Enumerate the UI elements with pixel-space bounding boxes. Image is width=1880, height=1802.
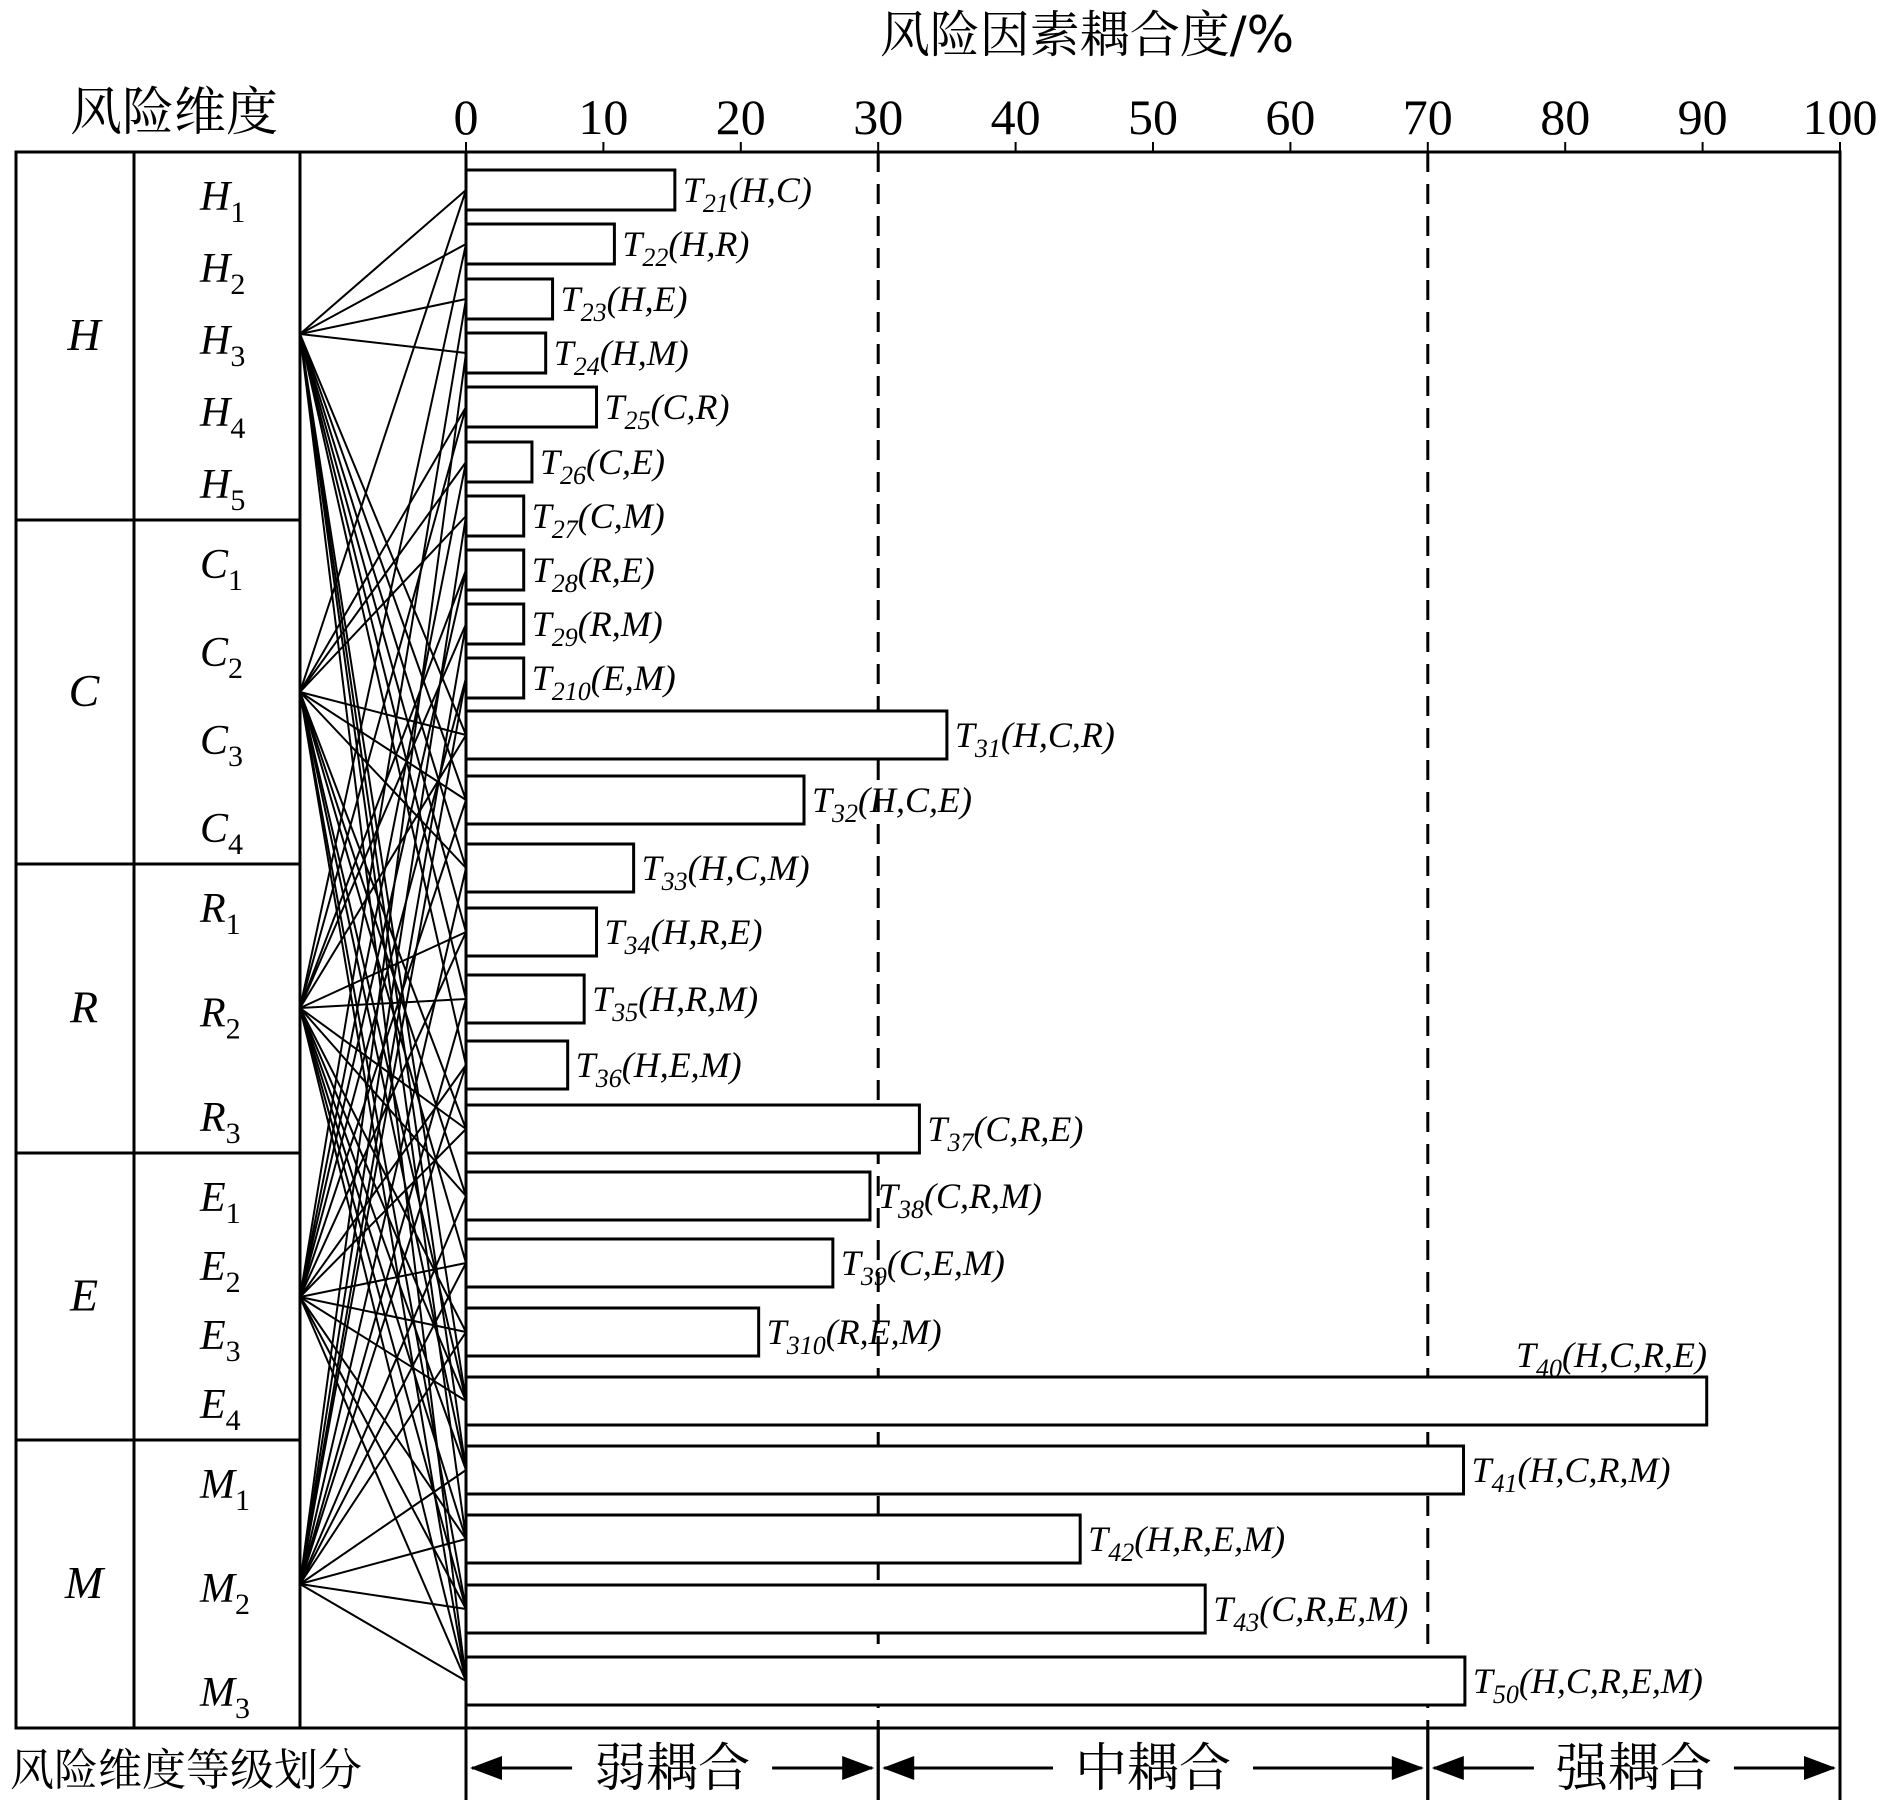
connector-lines — [300, 190, 466, 1681]
bar-label-letter: T — [1516, 1335, 1537, 1375]
dimension-level — [199, 1244, 241, 1299]
bar-label-letter: T — [575, 1045, 596, 1085]
bar-label-subscript-rest: (H,E,M) — [621, 1045, 742, 1085]
bar-label-letter: T — [766, 1312, 787, 1352]
bar-label-letter: T — [954, 715, 975, 755]
level-letter: M — [200, 1670, 235, 1716]
dimension-name: C — [68, 665, 100, 716]
level-letter: H — [200, 318, 231, 364]
dimension-name: E — [69, 1269, 99, 1321]
bar-label-subscript: 31 — [974, 734, 1001, 763]
dimension-level — [200, 718, 243, 773]
bar-label-subscript-rest: (H,C,M) — [687, 848, 810, 888]
level-subscript: 4 — [230, 412, 246, 445]
bar-label-subscript: 50 — [1492, 1680, 1519, 1709]
connector-line — [300, 334, 466, 800]
bar-label-subscript-rest: (C,E,M) — [886, 1243, 1005, 1283]
level-subscript: 3 — [225, 1335, 241, 1368]
zone-label: 强耦合 — [1555, 1739, 1712, 1799]
level-letter: C — [200, 718, 229, 764]
bar — [466, 1585, 1205, 1633]
bar-label-subscript: 310 — [786, 1331, 826, 1360]
x-axis-ticks — [454, 89, 1878, 152]
bar — [466, 604, 524, 644]
dimension-table — [16, 174, 300, 1725]
bar — [466, 279, 553, 319]
bar-label — [1088, 1519, 1285, 1567]
bar-label-subscript-rest: (E,M) — [590, 658, 676, 698]
x-tick-label: 100 — [1802, 89, 1878, 145]
level-subscript: 2 — [230, 268, 246, 301]
bar — [466, 442, 532, 482]
bar-label-subscript-rest: (C,R,E,M) — [1259, 1589, 1409, 1629]
x-tick-label: 70 — [1402, 89, 1453, 145]
bar — [466, 658, 524, 698]
zone-arrow-head — [1804, 1756, 1836, 1780]
bar-label — [955, 715, 1115, 763]
bar-label — [554, 333, 689, 381]
bar-label-subscript-rest: (C,R,E) — [973, 1109, 1084, 1149]
level-subscript: 4 — [225, 1404, 241, 1437]
x-tick-label: 40 — [990, 89, 1041, 145]
level-subscript: 1 — [228, 564, 244, 597]
bar-label-subscript-rest: (H,R) — [668, 224, 750, 264]
bar-label-subscript: 36 — [595, 1064, 622, 1093]
level-letter: H — [200, 174, 231, 220]
zone-arrow-head — [470, 1756, 502, 1780]
dimension-level — [199, 1382, 241, 1437]
connector-line — [300, 1584, 466, 1681]
bar-label-letter: T — [560, 279, 581, 319]
risk-dimension-header: 风险维度 — [69, 83, 279, 143]
bar-label-subscript: 40 — [1536, 1354, 1563, 1383]
bar-label-letter: T — [553, 333, 574, 373]
level-subscript: 3 — [225, 1117, 241, 1150]
bar-label-letter: T — [1471, 1450, 1492, 1490]
bar-label-letter: T — [531, 496, 552, 536]
zone-label: 中耦合 — [1074, 1739, 1232, 1799]
bar-label — [1472, 1450, 1671, 1498]
bar-label-subscript-rest: (H,E) — [606, 279, 688, 319]
level-letter: R — [200, 886, 226, 932]
chart-title: 风险因素耦合度/% — [879, 6, 1295, 64]
bar — [466, 224, 614, 264]
bar-label-letter: T — [682, 170, 703, 210]
bar-label — [576, 1045, 742, 1093]
level-subscript: 1 — [230, 196, 246, 229]
bar-label — [592, 979, 758, 1027]
bar-label-letter: T — [1472, 1661, 1493, 1701]
dimension-level — [199, 1462, 250, 1517]
dimension-level — [200, 630, 243, 685]
level-letter: C — [200, 542, 229, 588]
level-subscript: 3 — [230, 340, 246, 373]
bar-label-subscript-rest: (R,M) — [577, 604, 663, 644]
bar-label-subscript: 21 — [702, 189, 729, 218]
bar-label-letter: T — [531, 604, 552, 644]
bar-label-subscript-rest: (R,E) — [577, 550, 655, 590]
bar — [466, 1239, 833, 1287]
connector-line — [300, 244, 466, 1008]
x-tick-label: 20 — [715, 89, 766, 145]
bar-label — [532, 604, 663, 652]
bar-label-subscript: 210 — [551, 677, 591, 706]
level-letter: C — [200, 806, 229, 852]
bar — [466, 1446, 1464, 1494]
bar — [466, 1105, 919, 1153]
level-letter: E — [200, 1313, 226, 1359]
level-subscript: 1 — [235, 1484, 250, 1517]
dimension-level — [199, 1670, 250, 1725]
bar-label-subscript: 37 — [947, 1128, 974, 1157]
bar-label-letter: T — [812, 780, 833, 820]
dimension-name: M — [64, 1557, 104, 1608]
level-subscript: 5 — [230, 484, 246, 517]
bar-label-letter: T — [531, 550, 552, 590]
level-subscript: 3 — [228, 740, 244, 773]
bar-label-letter: T — [604, 912, 625, 952]
bar-label — [540, 442, 665, 490]
bar-label-letter: T — [539, 442, 560, 482]
bar — [466, 711, 947, 759]
bar-label — [1213, 1589, 1408, 1637]
level-subscript: 2 — [225, 1266, 241, 1299]
level-letter: E — [200, 1244, 226, 1290]
bar-label-letter: T — [877, 1176, 898, 1216]
bar-label-subscript: 41 — [1491, 1469, 1518, 1498]
bar-label-letter: T — [531, 658, 552, 698]
dimension-level — [199, 1566, 250, 1621]
connector-line — [300, 190, 466, 334]
bar-label-subscript: 43 — [1233, 1608, 1260, 1637]
bar — [466, 387, 597, 427]
dimension-level — [199, 390, 245, 445]
level-letter: E — [200, 1175, 226, 1221]
bar-label-letter: T — [622, 224, 643, 264]
bar-label — [605, 912, 763, 960]
bar-label-subscript-rest: (H,C,R) — [1000, 715, 1115, 755]
bar-label-subscript: 23 — [580, 298, 607, 327]
level-subscript: 1 — [225, 908, 241, 941]
bar-label-subscript: 25 — [624, 406, 651, 435]
bar-label-letter: T — [927, 1109, 948, 1149]
level-letter: H — [200, 462, 231, 508]
bar-label-subscript-rest: (H,C,E) — [858, 780, 973, 820]
level-subscript: 4 — [228, 828, 244, 861]
level-letter: C — [200, 630, 229, 676]
bar — [466, 1657, 1465, 1705]
level-letter: E — [200, 1382, 226, 1428]
bar-label — [532, 496, 665, 544]
bar-label — [683, 170, 812, 218]
bar — [466, 1377, 1707, 1425]
bar-label — [1473, 1661, 1703, 1709]
bar-label-subscript: 42 — [1108, 1538, 1135, 1567]
bar-label-subscript-rest: (R,E,M) — [825, 1312, 942, 1352]
connector-line — [300, 1584, 466, 1609]
bar-label-subscript-rest: (H,C,R,M) — [1517, 1450, 1671, 1490]
bar-label-subscript: 28 — [551, 569, 578, 598]
bar-label — [532, 550, 655, 598]
level-letter: H — [200, 390, 231, 436]
level-subscript: 2 — [235, 1588, 250, 1621]
bar-label-subscript: 26 — [559, 461, 586, 490]
bar-label-subscript-rest: (H,R,M) — [638, 979, 759, 1019]
bar-label-subscript: 22 — [642, 243, 669, 272]
bar-label — [561, 279, 688, 327]
dimension-name: R — [69, 981, 99, 1033]
zone-arrow-head — [882, 1756, 914, 1780]
level-subscript: 1 — [225, 1197, 241, 1230]
connector-line — [300, 334, 466, 353]
bar — [466, 844, 634, 892]
dimension-level — [199, 1175, 241, 1230]
bar-label-subscript: 27 — [551, 515, 578, 544]
bar-label-subscript: 39 — [860, 1262, 887, 1291]
zone-label: 弱耦合 — [594, 1739, 751, 1799]
connector-line — [300, 407, 466, 692]
dimension-level — [200, 542, 243, 597]
bar — [466, 975, 584, 1023]
x-tick-label: 60 — [1265, 89, 1316, 145]
zone-arrow-head — [1392, 1756, 1424, 1780]
bar-label — [927, 1109, 1083, 1157]
dimension-level — [199, 462, 245, 517]
level-letter: M — [200, 1462, 235, 1508]
level-subscript: 3 — [235, 1692, 250, 1725]
x-tick-label: 30 — [853, 89, 904, 145]
bar-label-subscript-rest: (C,E) — [585, 442, 665, 482]
dimension-level — [199, 1095, 241, 1150]
bar-label — [812, 780, 972, 828]
x-tick-label: 90 — [1677, 89, 1728, 145]
dimension-level — [199, 318, 245, 373]
bar-label — [767, 1312, 942, 1360]
bar-label-subscript: 35 — [612, 998, 639, 1027]
bar-label-subscript-rest: (C,R,M) — [923, 1176, 1042, 1216]
zone-arrow-head — [1432, 1756, 1464, 1780]
bar-label-letter: T — [641, 848, 662, 888]
bar — [466, 776, 804, 824]
bar-label — [642, 848, 810, 896]
zone-arrow-head — [842, 1756, 874, 1780]
dimension-level — [199, 246, 245, 301]
dimension-level — [199, 886, 241, 941]
bar-label — [532, 658, 676, 706]
dimension-name: H — [67, 309, 101, 360]
x-tick-label: 0 — [453, 89, 479, 145]
dimension-level — [200, 806, 243, 861]
bar-label — [841, 1243, 1005, 1291]
x-tick-label: 50 — [1128, 89, 1178, 145]
bar-label-letter: T — [592, 979, 613, 1019]
dimension-level-label: 风险维度等级划分 — [10, 1745, 362, 1796]
bar-label-letter: T — [1088, 1519, 1109, 1559]
dimension-level — [199, 1313, 241, 1368]
bar-label-subscript: 33 — [661, 867, 688, 896]
bar — [466, 1041, 568, 1089]
bar — [466, 1308, 759, 1356]
level-letter: R — [200, 990, 226, 1037]
bar-label — [622, 224, 749, 272]
bar-label — [878, 1176, 1042, 1224]
level-letter: R — [200, 1095, 226, 1141]
bar — [466, 333, 546, 373]
bar-label-subscript-rest: (H,C) — [728, 170, 812, 210]
bar-label — [605, 387, 730, 435]
bar — [466, 1515, 1080, 1563]
bar-label-letter: T — [840, 1243, 861, 1283]
bar — [466, 496, 524, 536]
bar-label-letter: T — [604, 387, 625, 427]
bar — [466, 170, 675, 210]
bar — [466, 550, 524, 590]
bar-label-subscript-rest: (C,R) — [650, 387, 730, 427]
bar-label-subscript-rest: (H,C,R,E,M) — [1518, 1661, 1703, 1701]
dimension-level — [199, 174, 245, 229]
bar-label-subscript-rest: (H,M) — [599, 333, 689, 373]
bar-label-subscript: 29 — [551, 623, 578, 652]
bar-label-letter: T — [1213, 1589, 1234, 1629]
bar-label-subscript: 24 — [573, 352, 600, 381]
bar-label-subscript-rest: (H,C,R,E) — [1562, 1335, 1707, 1375]
x-tick-label: 10 — [578, 89, 629, 145]
coupling-zones — [466, 1728, 1840, 1800]
bar-label-subscript: 38 — [897, 1195, 924, 1224]
bar-label-subscript-rest: (H,R,E) — [650, 912, 763, 952]
connector-line — [300, 299, 466, 334]
level-subscript: 2 — [225, 1012, 241, 1046]
level-subscript: 2 — [228, 652, 244, 685]
bar-label-subscript: 32 — [832, 799, 859, 828]
bar — [466, 908, 597, 956]
bar-label-subscript: 34 — [624, 931, 651, 960]
connector-line — [300, 692, 466, 1129]
x-tick-label: 80 — [1540, 89, 1591, 145]
bar-label-subscript-rest: (H,R,E,M) — [1134, 1519, 1286, 1559]
level-letter: M — [200, 1566, 235, 1612]
level-letter: H — [200, 246, 231, 292]
connector-line — [300, 334, 466, 1539]
bar-label-subscript-rest: (C,M) — [577, 496, 665, 536]
dimension-level — [199, 991, 241, 1046]
bar — [466, 1172, 870, 1220]
connector-line — [300, 244, 466, 334]
